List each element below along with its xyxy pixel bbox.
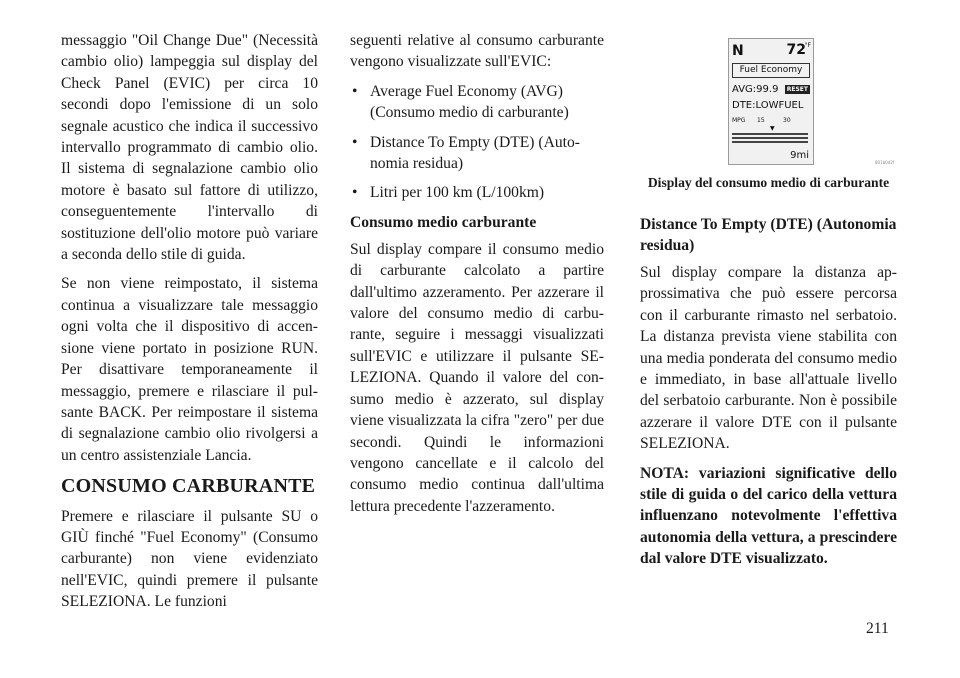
avg-readout: AVG:99.9 [732,84,779,95]
figure-evic-display [724,38,894,165]
note-text: NOTA: variazioni significative dello stile di guida o del carico della vettura influenzano notevolmente l'effettiva autonomia della vettura, a prescindere dal valore DTE visualizzato. [640,464,897,568]
scale-tick: 30 [783,117,791,124]
lcd-header: Fuel Economy [732,63,810,78]
dte-readout: DTE:LOWFUEL [732,100,804,111]
lcd-display [728,38,814,165]
temperature-value: 72 [786,42,806,58]
column-middle [350,30,604,525]
figure-caption: Display del consumo medio di carburante [647,175,890,190]
list-item: • Average Fuel Economy (AVG) (Consumo medio di carburante) [352,82,569,122]
column-left [61,30,318,621]
bullet-icon: • [352,82,358,100]
paragraph-functions: seguenti relative al consumo carburante vengono visualizzate sull'EVIC: [350,32,604,71]
temperature-unit: °F [804,42,811,49]
subheading-dte: Distance To Empty (DTE) (Autonomia residua) [640,216,897,254]
section-heading: CONSUMO CARBURANTE [61,475,316,498]
column-right [640,214,897,578]
paragraph-dte: Sul display compare la distanza approssimativa che può essere percorsa con il carburante rimasto nel serbatoio. La distanza prevista viene stabilita con una media ponderata del consumo medio e immediato, in base all'attuale livello del serbatoio carburante. Non è possibile azzerare il valore DTE con il pulsante SELEZIONA. [640,264,897,453]
function-list [350,81,604,204]
paragraph-fuel-economy-intro: Premere e rilasciare il pulsante SU o GIÙ finché "Fuel Economy" (Consumo carburante) non viene evidenziato nell'EVIC, quindi premere il pulsante SELEZIONA. Le funzioni [61,507,318,611]
mpg-label: MPG [732,117,746,124]
page-number: 211 [866,620,889,637]
subheading-average: Consumo medio carburante [350,213,537,231]
reset-badge: RESET [786,86,808,93]
figure-code: 801b0d2f [875,160,895,165]
scale-marker-icon: ▼ [770,125,775,132]
fuel-scale-bars [732,133,808,145]
scale-tick: 15 [757,117,765,124]
bullet-icon: • [352,133,358,151]
paragraph-reset-instructions: Se non viene reimpostato, il sistema continua a visualizzare tale messaggio ogni volta che il dispositivo di accensione viene portato in posizione RUN. Per disattivare temporaneamente il messaggio, premere e rilasciare il pulsante BACK. Per reimpostare il sistema di segnalazione cambio olio rivolgersi a un centro assistenziale Lancia. [61,275,318,464]
bullet-icon: • [352,184,358,202]
paragraph-oil-change: messaggio "Oil Change Due" (Necessità cambio olio) lampeggia sul display del Check Panel (EVIC) per circa 10 secondi dopo l'emissione di un solo segnale acustico che indica il successivo intervallo programmato di cambio olio. Il sistema di segnalazione cambio olio motore è basato sul fattore di utilizzo, conseguentemente l'intervallo di sostituzione dell'olio motore può variare a seconda dello stile di guida. [61,32,318,264]
note-block [640,463,897,570]
miles-readout: 9mi [790,150,809,161]
compass-direction: N [732,43,744,59]
paragraph-average: Sul display compare il consumo medio di carburante calcolato a partire dall'ultimo azzeramento. Per azzerare il valore del consumo medio di carburante, seguire i messaggi visualizzati sull'EVIC e utilizzare il pulsante SELEZIONA. Quando il valore del consumo medio è azzerato, sul display viene visualizzata la cifra "zero" per due secondi. Quindi le informazioni vengono cancellate e il calcolo del consumo medio continua dall'ultima lettura precedente l'azzeramento. [350,240,604,515]
list-item: • Litri per 100 km (L/100km) [350,182,604,203]
list-item: • Distance To Empty (DTE) (Autonomia residua) [352,133,580,173]
